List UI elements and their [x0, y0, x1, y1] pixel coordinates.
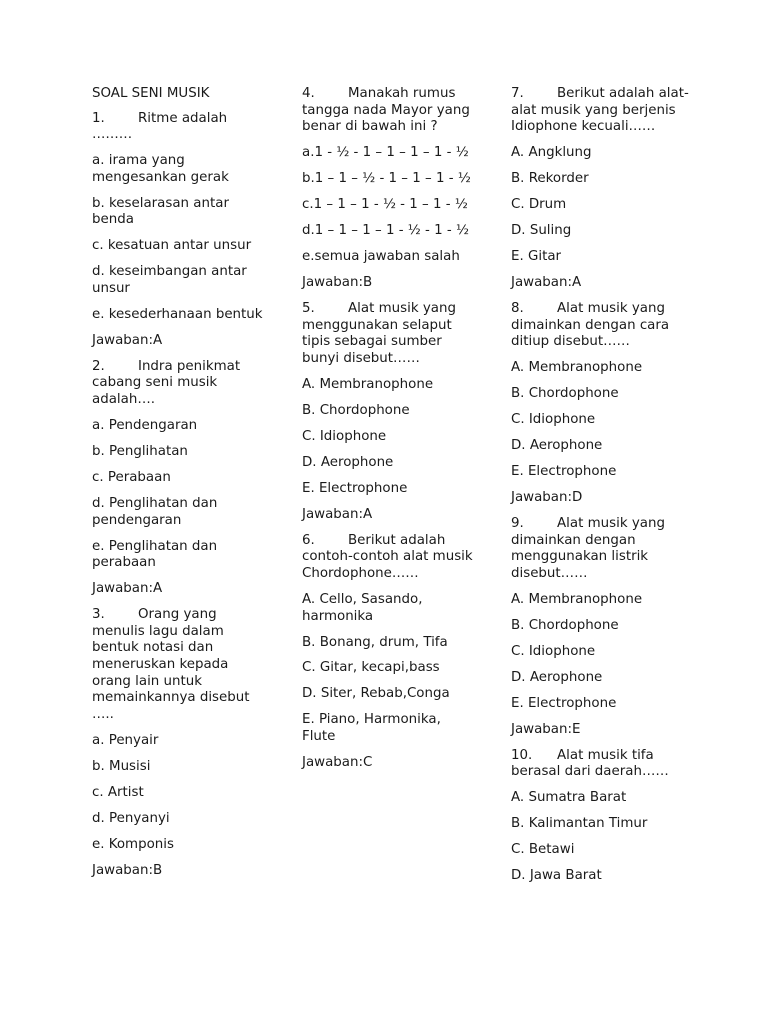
question-5 — [302, 301, 474, 523]
question-text: Alat musik yang dimainkan dengan menggunakan listrik disebut…… — [511, 516, 665, 581]
answer: Jawaban:A — [92, 332, 163, 348]
option-d: D. Aerophone — [511, 438, 603, 454]
option-d: D. Aerophone — [511, 669, 603, 685]
question-3 — [92, 607, 270, 879]
document-title: SOAL SENI MUSIK — [92, 86, 210, 101]
column-1 — [92, 86, 270, 889]
question-2 — [92, 359, 270, 598]
answer: Jawaban:B — [302, 275, 373, 291]
option-e: e. Komponis — [92, 836, 174, 852]
answer: Jawaban:A — [302, 506, 373, 522]
option-a: A. Cello, Sasando, harmonika — [302, 591, 423, 624]
question-number: 7. — [511, 86, 524, 101]
question-text: Berikut adalah contoh-contoh alat musik Chordophone…… — [302, 532, 473, 581]
option-b: B. Chordophone — [511, 617, 619, 633]
question-text: Alat musik tifa berasal dari daerah…… — [511, 747, 669, 780]
answer: Jawaban:B — [92, 862, 163, 878]
option-c: C. Idiophone — [511, 412, 596, 428]
option-a: A. Angklung — [511, 145, 592, 161]
option-b: b. Penglihatan — [92, 444, 188, 460]
question-text: Indra penikmat cabang seni musik adalah…. — [92, 358, 241, 408]
question-number: 10. — [511, 747, 533, 763]
option-c: c. kesatuan antar unsur — [92, 238, 252, 254]
option-b: B. Bonang, drum, Tifa — [302, 634, 448, 650]
option-d: D. Suling — [511, 223, 572, 239]
option-a: A. Membranophone — [511, 591, 643, 607]
question-8 — [511, 301, 691, 507]
option-c: C. Drum — [511, 197, 567, 213]
option-a: a. Pendengaran — [92, 418, 198, 434]
option-c: C. Gitar, kecapi,bass — [302, 660, 440, 676]
option-d: d. Penyanyi — [92, 810, 170, 826]
option-c: C. Idiophone — [511, 643, 596, 659]
question-text: Alat musik yang dimainkan dengan cara ditiup disebut…… — [511, 301, 670, 350]
option-b: b. keselarasan antar benda — [92, 195, 229, 228]
question-number: 3. — [92, 607, 105, 623]
option-e: E. Electrophone — [302, 480, 408, 496]
option-d: D. Aerophone — [302, 454, 394, 470]
option-a: a. Penyair — [92, 732, 159, 748]
option-e: E. Gitar — [511, 249, 562, 265]
question-text: Orang yang menulis lagu dalam bentuk notasi dan meneruskan kepada orang lain untuk memainkannya disebut ….. — [92, 607, 250, 722]
question-number: 5. — [302, 301, 315, 317]
option-d: D. Siter, Rebab,Conga — [302, 686, 450, 702]
question-number: 9. — [511, 516, 524, 532]
question-text: Alat musik yang menggunakan selaput tipis sebagai sumber bunyi disebut…… — [302, 301, 456, 366]
option-b: B. Kalimantan Timur — [511, 816, 648, 832]
option-e: e.semua jawaban salah — [302, 249, 460, 265]
option-e: e. kesederhanaan bentuk — [92, 306, 263, 322]
answer: Jawaban:A — [92, 581, 163, 597]
option-b: B. Rekorder — [511, 171, 589, 187]
answer: Jawaban:D — [511, 490, 583, 506]
option-a: a. irama yang mengesankan gerak — [92, 153, 229, 185]
option-b: b.1 – 1 – ½ - 1 – 1 – 1 - ½ — [302, 171, 471, 187]
option-a: A. Membranophone — [511, 360, 643, 376]
option-a: A. Sumatra Barat — [511, 790, 627, 806]
option-d: d. keseimbangan antar unsur — [92, 264, 247, 296]
option-e: E. Electrophone — [511, 464, 617, 480]
option-a: a.1 - ½ - 1 – 1 – 1 – 1 - ½ — [302, 145, 469, 161]
option-e: e. Penglihatan dan perabaan — [92, 538, 218, 571]
option-d: d.1 – 1 – 1 – 1 - ½ - 1 - ½ — [302, 223, 469, 239]
option-c: c.1 – 1 – 1 - ½ - 1 – 1 - ½ — [302, 197, 468, 213]
question-number: 1. — [92, 110, 105, 126]
option-b: B. Chordophone — [511, 386, 619, 402]
option-a: A. Membranophone — [302, 376, 434, 392]
option-c: c. Perabaan — [92, 470, 171, 485]
column-2 — [302, 86, 474, 781]
question-text: Manakah rumus tangga nada Mayor yang benar di bawah ini ? — [302, 86, 470, 135]
option-c: C. Idiophone — [302, 428, 387, 444]
option-e: E. Piano, Harmonika, Flute — [302, 712, 441, 745]
question-10 — [511, 748, 691, 885]
option-b: b. Musisi — [92, 758, 151, 774]
answer: Jawaban:C — [302, 755, 373, 771]
question-number: 8. — [511, 301, 524, 317]
question-4 — [302, 86, 474, 292]
question-number: 6. — [302, 532, 315, 548]
question-9 — [511, 516, 691, 738]
question-text: Ritme adalah ……… — [92, 110, 228, 143]
question-number: 4. — [302, 86, 315, 101]
option-d: D. Jawa Barat — [511, 868, 602, 884]
option-c: C. Betawi — [511, 842, 575, 858]
question-text: Berikut adalah alat-alat musik yang berjenis Idiophone kecuali…… — [511, 86, 689, 135]
question-6 — [302, 533, 474, 772]
option-b: B. Chordophone — [302, 402, 410, 418]
question-7 — [511, 86, 691, 292]
option-e: E. Electrophone — [511, 695, 617, 711]
option-c: c. Artist — [92, 784, 144, 800]
question-number: 2. — [92, 358, 105, 374]
answer: Jawaban:A — [511, 275, 582, 291]
answer: Jawaban:E — [511, 721, 581, 737]
question-1 — [92, 111, 270, 350]
option-d: d. Penglihatan dan pendengaran — [92, 495, 218, 528]
column-3 — [511, 86, 691, 894]
